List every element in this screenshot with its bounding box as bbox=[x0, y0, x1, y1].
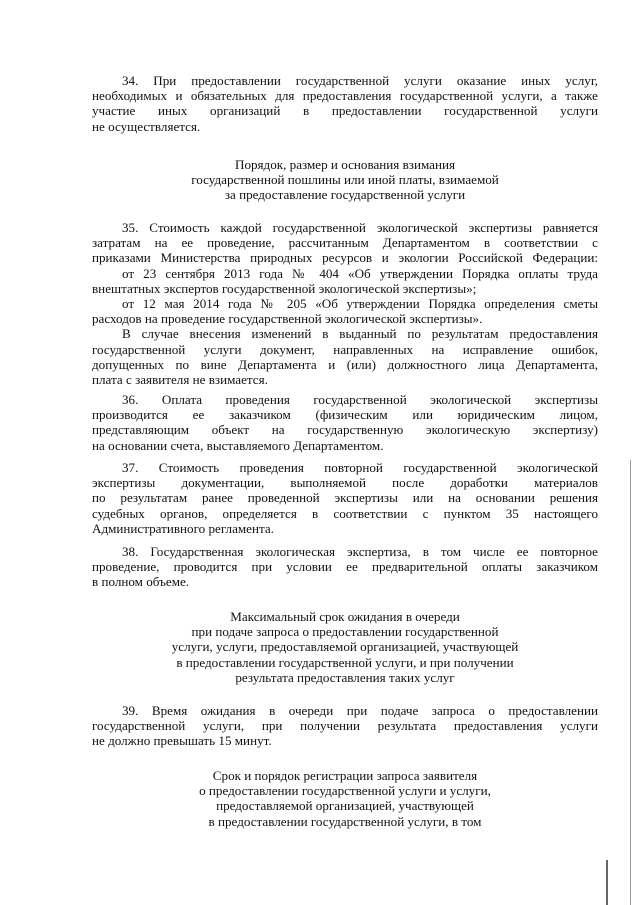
scan-edge-mark bbox=[630, 460, 631, 905]
text-line: государственной услуги документ, направленных на исправление ошибок, bbox=[92, 341, 598, 357]
text-line: в полном объеме. bbox=[92, 574, 190, 590]
text-line: государственной услуги, при получении результата предоставления услуги bbox=[92, 718, 598, 734]
text-line: 36. Оплата проведения государственной экологической экспертизы bbox=[122, 392, 598, 407]
heading-line: услуги, услуги, предоставляемой организацией, участвующей bbox=[171, 639, 519, 655]
text-line: участие иных организаций в предоставлении государственной услуги bbox=[92, 103, 598, 119]
heading-line: в предоставлении государственной услуги, и при получении bbox=[176, 654, 514, 670]
heading-line: о предоставлении государственной услуги и услуги, bbox=[199, 783, 491, 799]
text-line: 39. Время ожидания в очереди при подаче запроса о предоставлении bbox=[122, 703, 598, 718]
text-line: по результатам ранее проведенной экспертизы или на основании решения bbox=[92, 490, 598, 506]
scan-edge-mark bbox=[606, 860, 608, 905]
text-line: плата с заявителя не взимается. bbox=[92, 372, 268, 388]
text-line: от 12 мая 2014 года № 205 «Об утверждении Порядка определения сметы bbox=[122, 296, 598, 312]
text-line: 38. Государственная экологическая экспертиза, в том числе ее повторное bbox=[122, 544, 598, 559]
heading-line: за предоставление государственной услуги bbox=[224, 187, 466, 203]
heading-line: Максимальный срок ожидания в очереди bbox=[230, 609, 460, 624]
text-line: допущенных по вине Департамента и (или) должностного лица Департамента, bbox=[92, 356, 598, 372]
text-line: представляющим объект на государственную экологическую экспертизу) bbox=[92, 422, 598, 438]
section-heading-fees bbox=[92, 157, 598, 203]
paragraph-38 bbox=[92, 544, 598, 590]
heading-line: при подаче запроса о предоставлении государственной bbox=[191, 624, 499, 640]
text-line: от 23 сентября 2013 года № 404 «Об утверждении Порядка оплаты труда bbox=[122, 265, 598, 281]
text-line: 34. При предоставлении государственной услуги оказание иных услуг, bbox=[122, 73, 598, 88]
text-line: 35. Стоимость каждой государственной экологической экспертизы равняется bbox=[122, 220, 598, 235]
paragraph-36 bbox=[92, 392, 598, 453]
text-line: внештатных экспертов государственной экологической экспертизы»; bbox=[92, 280, 477, 296]
paragraph-35 bbox=[92, 220, 598, 387]
section-heading-registration bbox=[92, 768, 598, 829]
heading-line: результата предоставления таких услуг bbox=[235, 669, 455, 685]
text-line: судебных органов, определяется в соответствии с пунктом 35 настоящего bbox=[92, 505, 598, 521]
text-line: не должно превышать 15 минут. bbox=[92, 733, 272, 749]
text-line: Административного регламента. bbox=[92, 520, 274, 536]
heading-line: Срок и порядок регистрации запроса заявителя bbox=[212, 768, 478, 783]
text-line: необходимых и обязательных для предоставления государственной услуги, а также bbox=[92, 88, 598, 104]
paragraph-37 bbox=[92, 460, 598, 536]
heading-line: предоставляемой организацией, участвующей bbox=[216, 798, 474, 814]
heading-line: в предоставлении государственной услуги, в том bbox=[208, 813, 482, 829]
paragraph-34 bbox=[92, 73, 598, 134]
text-line: В случае внесения изменений в выданный по результатам предоставления bbox=[122, 326, 598, 342]
text-line: 37. Стоимость проведения повторной государственной экологической bbox=[122, 460, 598, 475]
text-line: расходов на проведение государственной экологической экспертизы». bbox=[92, 311, 483, 327]
paragraph-39 bbox=[92, 703, 598, 749]
text-line: приказами Министерства природных ресурсов и экологии Российской Федерации: bbox=[92, 250, 598, 266]
text-line: на основании счета, выставляемого Департаментом. bbox=[92, 437, 384, 453]
section-heading-wait-time bbox=[92, 609, 598, 685]
text-line: затратам на ее проведение, рассчитанным Департаментом в соответствии с bbox=[92, 235, 598, 251]
text-line: экспертизы документации, выполняемой после доработки материалов bbox=[92, 475, 598, 491]
heading-line: государственной пошлины или иной платы, взимаемой bbox=[191, 172, 499, 188]
heading-line: Порядок, размер и основания взимания bbox=[234, 157, 455, 172]
text-line: не осуществляется. bbox=[92, 118, 201, 134]
text-line: проведение, проводится при условии ее предварительной оплаты заказчиком bbox=[92, 559, 598, 575]
text-line: производится ее заказчиком (физическим или юридическим лицом, bbox=[92, 407, 598, 423]
